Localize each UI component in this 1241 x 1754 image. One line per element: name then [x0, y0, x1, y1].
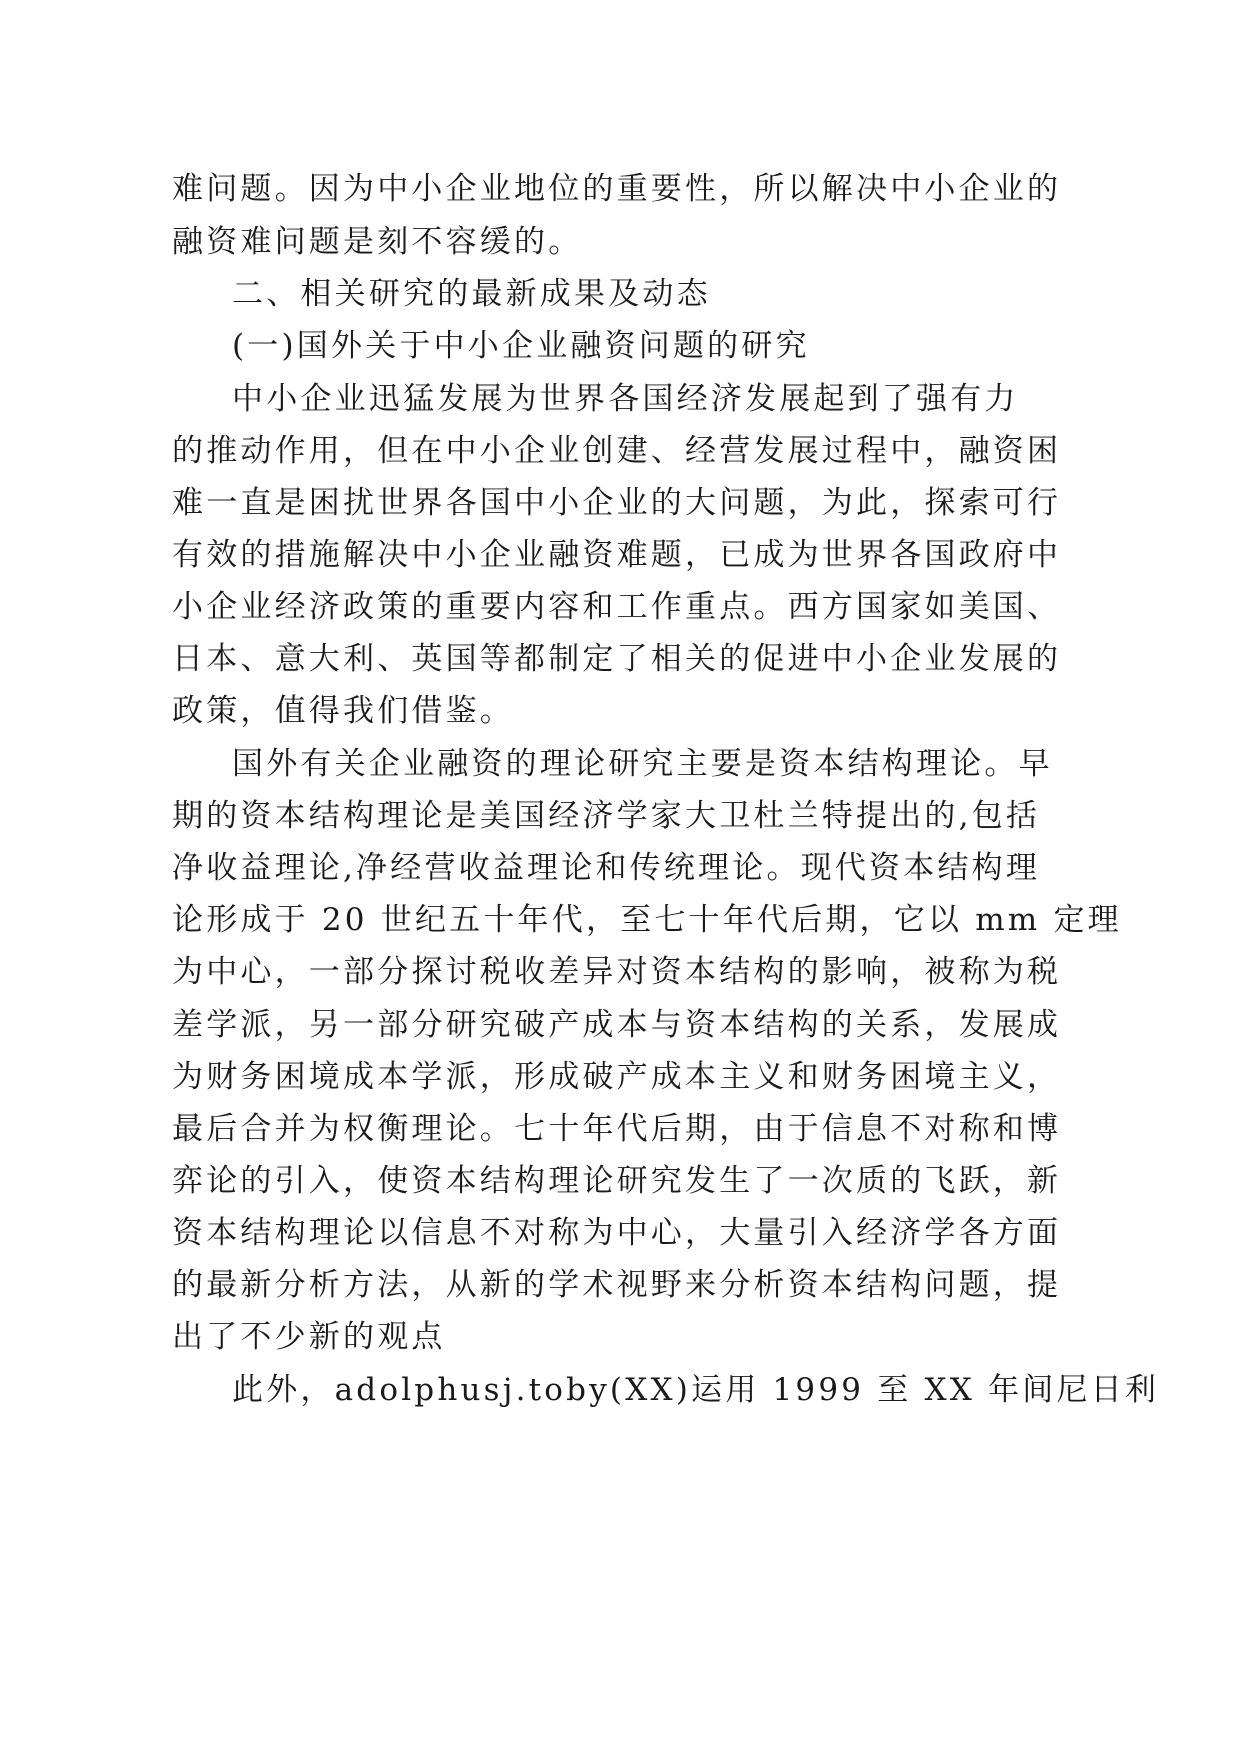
paragraph-line-7: 政策，值得我们借鉴。: [172, 693, 514, 729]
paragraph-line-8: 国外有关企业融资的理论研究主要是资本结构理论。早: [232, 746, 1053, 782]
paragraph-line-16: 弈论的引入，使资本结构理论研究发生了一次质的飞跃，新: [172, 1163, 1062, 1199]
paragraph-line-10: 净收益理论,净经营收益理论和传统理论。现代资本结构理: [172, 850, 1041, 886]
body-line-2: 融资难问题是刻不容缓的。: [172, 224, 583, 260]
paragraph-line-14: 为财务困境成本学派，形成破产成本主义和财务困境主义，: [172, 1059, 1062, 1095]
paragraph-line-5: 小企业经济政策的重要内容和工作重点。西方国家如美国、: [172, 589, 1062, 625]
paragraph-line-12: 为中心，一部分探讨税收差异对资本结构的影响，被称为税: [172, 954, 1062, 990]
paragraph-line-11: 论形成于 20 世纪五十年代，至七十年代后期，它以 mm 定理: [172, 902, 1122, 938]
paragraph-line-18: 的最新分析方法，从新的学术视野来分析资本结构问题，提: [172, 1267, 1062, 1303]
section-heading: 二、相关研究的最新成果及动态: [232, 276, 711, 312]
paragraph-line-17: 资本结构理论以信息不对称为中心，大量引入经济学各方面: [172, 1215, 1062, 1251]
paragraph-line-6: 日本、意大利、英国等都制定了相关的促进中小企业发展的: [172, 641, 1062, 677]
paragraph-line-13: 差学派，另一部分研究破产成本与资本结构的关系，发展成: [172, 1007, 1062, 1043]
paragraph-line-2: 的推动作用，但在中小企业创建、经营发展过程中，融资困: [172, 433, 1062, 469]
body-line-1: 难问题。因为中小企业地位的重要性，所以解决中小企业的: [172, 171, 1062, 207]
paragraph-line-15: 最后合并为权衡理论。七十年代后期，由于信息不对称和博: [172, 1111, 1062, 1147]
paragraph-line-3: 难一直是困扰世界各国中小企业的大问题，为此，探索可行: [172, 485, 1062, 521]
paragraph-line-1: 中小企业迅猛发展为世界各国经济发展起到了强有力: [232, 381, 1019, 417]
paragraph-line-19: 出了不少新的观点: [172, 1319, 446, 1355]
paragraph-line-4: 有效的措施解决中小企业融资难题，已成为世界各国政府中: [172, 537, 1062, 573]
paragraph-line-9: 期的资本结构理论是美国经济学家大卫杜兰特提出的,包括: [172, 798, 1041, 834]
paragraph-line-20: 此外，adolphusj.toby(XX)运用 1999 至 XX 年间尼日利: [232, 1372, 1160, 1408]
subsection-heading: (一)国外关于中小企业融资问题的研究: [232, 328, 810, 364]
